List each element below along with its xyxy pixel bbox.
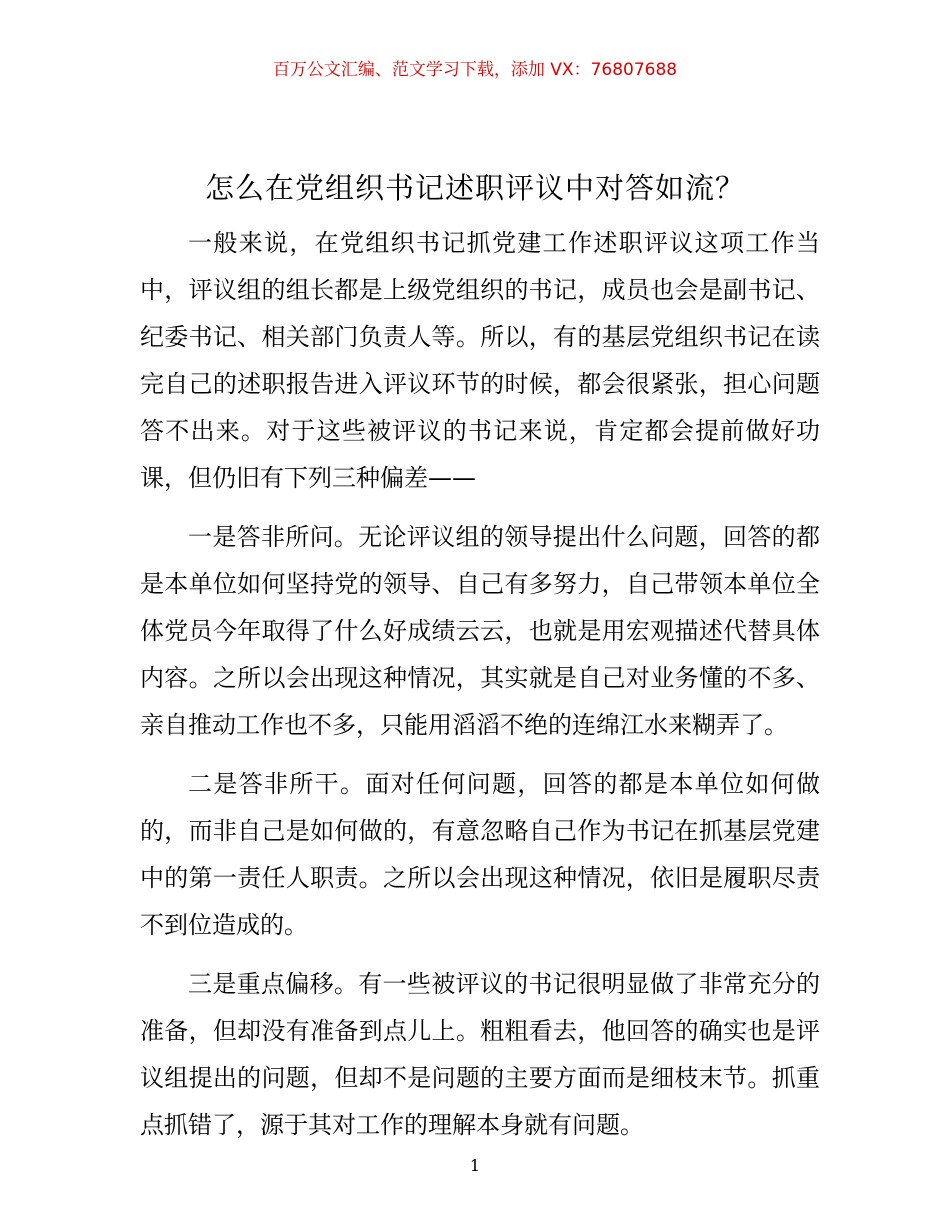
page-number: 1 [469, 1156, 481, 1175]
document-body [140, 220, 820, 1161]
watermark-header: 百万公文汇编、范文学习下载，添加 VX：76807688 [272, 60, 678, 80]
paragraph-intro: 一般来说，在党组织书记抓党建工作述职评议这项工作当中，评议组的组长都是上级党组织的书记，成员也会是副书记、纪委书记、相关部门负责人等。所以，有的基层党组织书记在读完自己的述职报告进入评议环节的时候，都会很紧张，担心问题答不出来。对于这些被评议的书记来说，肯定都会提前做好功课，但仍旧有下列三种偏差—— [140, 229, 820, 492]
paragraph-deviation-1: 一是答非所问。无论评议组的领导提出什么问题，回答的都是本单位如何坚持党的领导、自己有多努力，自己带领本单位全体党员今年取得了什么好成绩云云，也就是用宏观描述代替具体内容。之所以会出现这种情况，其实就是自己对业务懂的不多、亲自推动工作也不多，只能用滔滔不绝的连绵江水来糊弄了。 [140, 523, 820, 739]
document-title: 怎么在党组织书记述职评议中对答如流？ [204, 171, 745, 205]
paragraph-deviation-2: 二是答非所干。面对任何问题，回答的都是本单位如何做的，而非自己是如何做的，有意忽略自己作为书记在抓基层党建中的第一责任人职责。之所以会出现这种情况，依旧是履职尽责不到位造成的。 [140, 770, 820, 939]
paragraph-deviation-3: 三是重点偏移。有一些被评议的书记很明显做了非常充分的准备，但却没有准备到点儿上。粗粗看去，他回答的确实也是评议组提出的问题，但却不是问题的主要方面而是细枝末节。抓重点抓错了，源于其对工作的理解本身就有问题。 [140, 970, 820, 1139]
